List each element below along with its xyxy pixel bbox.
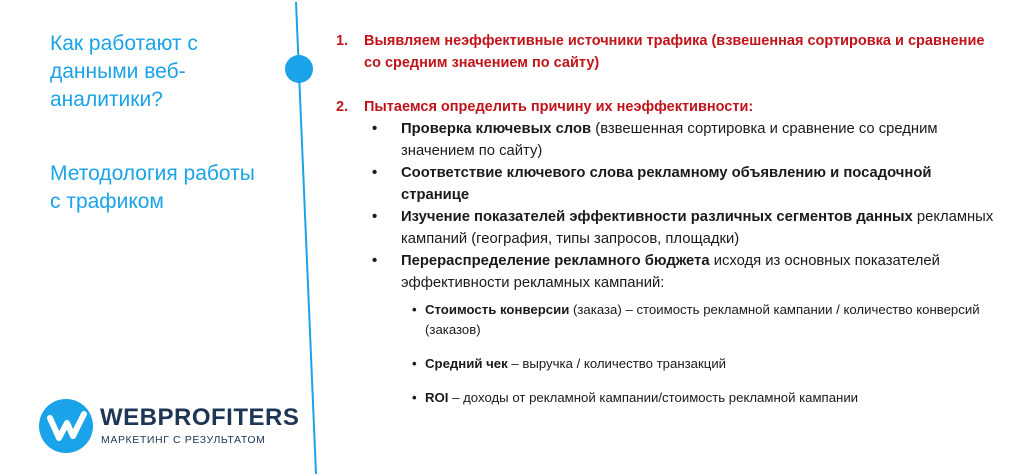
logo-mark-icon [38, 398, 94, 454]
sub-bullet-item: • Стоимость конверсии (заказа) – стоимость рекламной кампании / количество конверсий (заказов) [412, 302, 980, 337]
bullet-dot-icon: • [412, 390, 417, 405]
section-topic: Методология работы с трафиком [50, 162, 255, 213]
bullet-list [336, 118, 996, 294]
item-text: Пытаемся определить причину их неэффективности: [364, 99, 754, 115]
webprofiters-logo [38, 398, 300, 454]
section-question: Как работают с данными веб-аналитики? [50, 32, 198, 111]
bullet-item: • Перераспределение рекламного бюджета исходя из основных показателей эффективности рекламных кампаний: [336, 250, 996, 294]
sub-bullet-list [336, 300, 996, 408]
sub-bullet-item: • Средний чек – выручка / количество транзакций [336, 354, 996, 374]
bullet-item: • Соответствие ключевого слова рекламному объявлению и посадочной странице [336, 162, 996, 206]
bullet-item: • Проверка ключевых слов (взвешенная сортировка и сравнение со средним значением по сайту) [336, 118, 996, 162]
bullet-dot-icon: • [372, 209, 378, 225]
logo-tagline: МАРКЕТИНГ С РЕЗУЛЬТАТОМ [101, 434, 266, 446]
sub-bullet-item: • ROI – доходы от рекламной кампании/стоимость рекламной кампании [336, 388, 996, 408]
bullet-dot-icon: • [372, 165, 378, 181]
item-number: 2. [336, 99, 349, 115]
bullet-dot-icon: • [412, 302, 417, 317]
bullet-item: • Изучение показателей эффективности различных сегментов данных рекламных кампаний (география, типы запросов, площадки) [336, 206, 996, 250]
logo-name: WEBPROFITERS [100, 404, 300, 431]
content-list [336, 30, 996, 408]
item-text: Выявляем неэффективные источники трафика (взвешенная сортировка и сравнение со средним значением по сайту) [364, 33, 985, 71]
numbered-item-2 [336, 96, 996, 118]
item-number: 1. [336, 33, 349, 49]
numbered-item-1 [336, 30, 996, 74]
bullet-dot-icon: • [372, 253, 378, 269]
bullet-dot-icon: • [372, 121, 378, 137]
bullet-dot-icon: • [412, 356, 417, 371]
timeline-marker [285, 55, 313, 83]
